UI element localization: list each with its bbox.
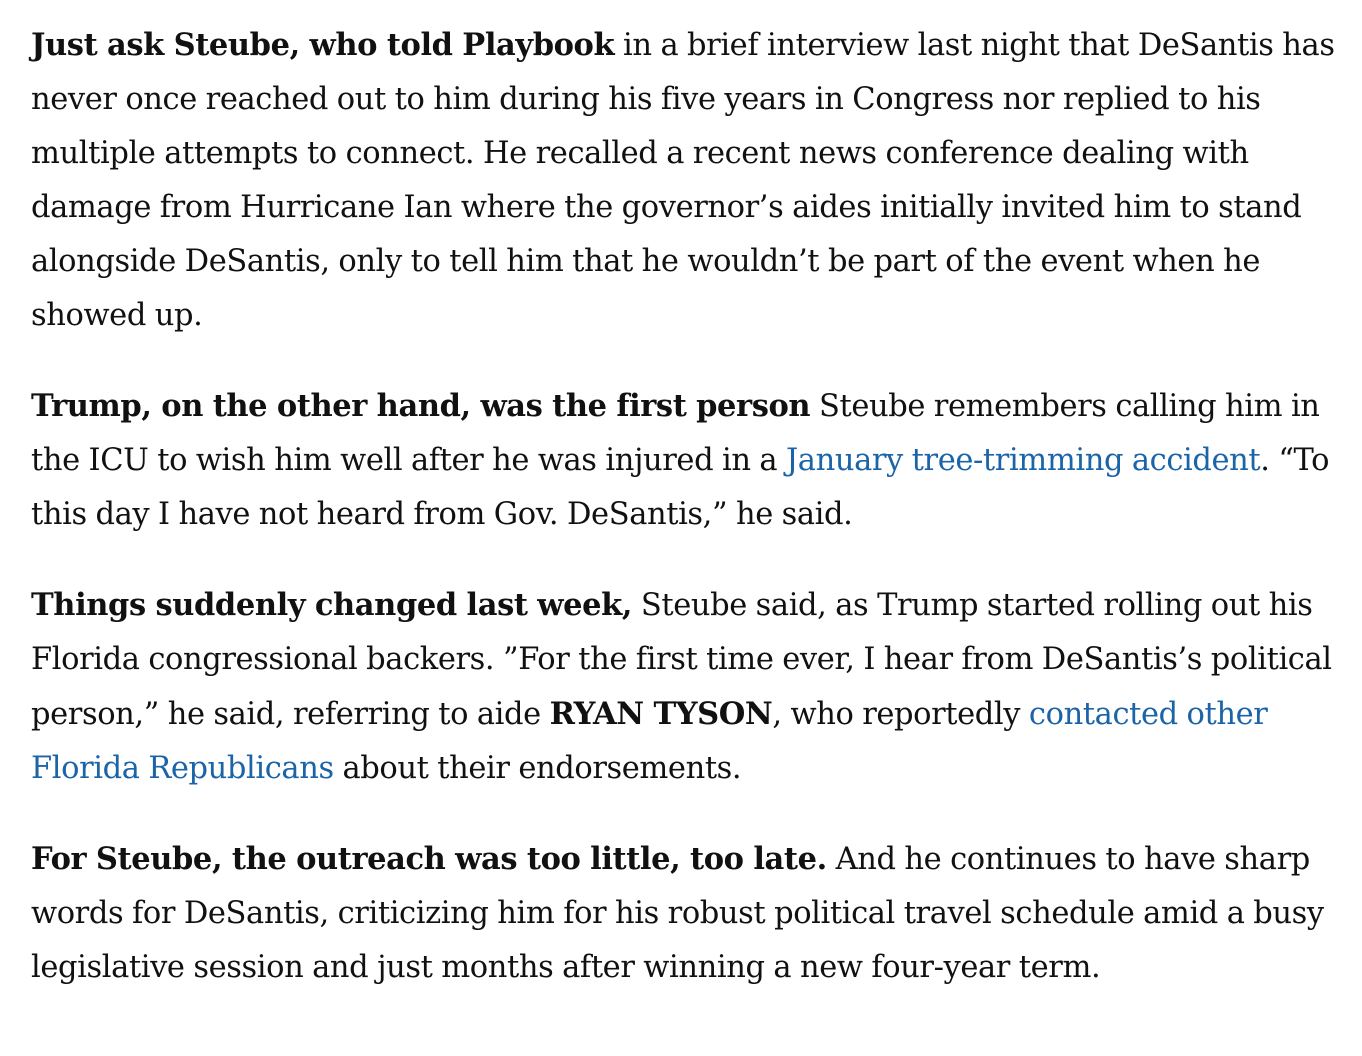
link-florida-republicans[interactable]: contacted other Florida Republicans <box>31 697 1268 786</box>
paragraph-lead: Just ask Steube, who told Playbook <box>31 27 615 63</box>
person-name: RYAN TYSON <box>549 696 773 732</box>
paragraph-text: in a brief interview last night that DeSantis has never once reached out to him during his five years in Congress nor replied to his multiple attempts to connect. He recalled a recent news conference dealing with damage from Hurricane Ian where the governor’s aides initially invited him to stand alongside DeSantis, only to tell him that he wouldn’t be part of the event when he showed up. <box>31 28 1335 333</box>
link-tree-trimming-accident[interactable]: January tree-trimming accident <box>785 443 1261 478</box>
paragraph-3 <box>31 578 1357 796</box>
paragraph-text: And he continues to have sharp words for DeSantis, criticizing him for his robust political travel schedule amid a busy legislative session and just months after winning a new four-year term. <box>31 842 1324 985</box>
paragraph-text: . “To this day I have not heard from Gov. DeSantis,” he said. <box>31 443 1330 532</box>
paragraph-text: Steube remembers calling him in the ICU to wish him well after he was injured in a <box>31 389 1320 478</box>
paragraph-lead: For Steube, the outreach was too little, too late. <box>31 841 827 877</box>
paragraph-text: Steube said, as Trump started rolling out his Florida congressional backers. ”For the first time ever, I hear from DeSantis’s political person,” he said, referring to aide <box>31 588 1332 732</box>
paragraph-text: , who reportedly <box>772 697 1029 732</box>
paragraph-lead: Trump, on the other hand, was the first person <box>31 388 811 424</box>
paragraph-1 <box>31 18 1357 343</box>
paragraph-2 <box>31 379 1357 542</box>
paragraph-lead: Things suddenly changed last week, <box>31 587 633 623</box>
paragraph-text: about their endorsements. <box>333 751 742 786</box>
paragraph-4 <box>31 832 1357 995</box>
article-body <box>31 18 1357 1031</box>
